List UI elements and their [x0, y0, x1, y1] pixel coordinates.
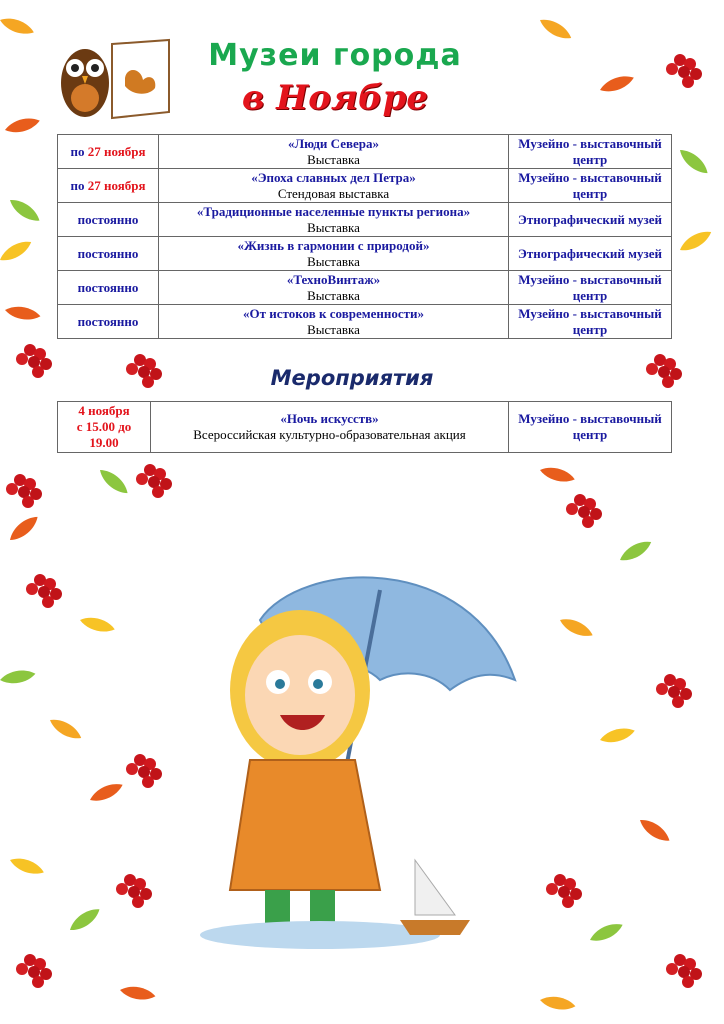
events-heading: Мероприятия: [270, 366, 434, 390]
museum-logo: [57, 38, 172, 120]
date-cell: постоянно: [58, 305, 159, 339]
venue-cell: Этнографический музей: [509, 203, 672, 237]
venue-cell: Музейно - выставочный центр: [509, 305, 672, 339]
table-row: [58, 203, 672, 237]
date-cell: 4 ноября с 15.00 до 19.00: [58, 402, 151, 453]
table-row: [58, 402, 672, 453]
title-cell: «ТехноВинтаж» Выставка: [159, 271, 509, 305]
venue-cell: Музейно - выставочный центр: [509, 169, 672, 203]
table-row: [58, 271, 672, 305]
title-cell: «Традиционные населенные пункты региона» Выставка: [159, 203, 509, 237]
exhibitions-table: [57, 134, 672, 339]
venue-cell: Музейно - выставочный центр: [509, 135, 672, 169]
title-cell: «Эпоха славных дел Петра» Стендовая выставка: [159, 169, 509, 203]
owl-icon: [61, 49, 109, 117]
title-cell: «Жизнь в гармонии с природой» Выставка: [159, 237, 509, 271]
table-row: [58, 169, 672, 203]
date-cell: постоянно: [58, 271, 159, 305]
venue-cell: Музейно - выставочный центр: [509, 402, 672, 453]
page-subtitle: в Ноябре: [242, 78, 428, 118]
title-cell: «Люди Севера» Выставка: [159, 135, 509, 169]
table-row: [58, 237, 672, 271]
venue-cell: Музейно - выставочный центр: [509, 271, 672, 305]
page-title: Музеи города: [208, 38, 462, 73]
table-row: [58, 135, 672, 169]
girl-with-umbrella-illustration: [170, 530, 530, 960]
book-emblem-icon: [112, 40, 169, 118]
date-cell: постоянно: [58, 203, 159, 237]
date-cell: по 27 ноября: [58, 169, 159, 203]
date-cell: по 27 ноября: [58, 135, 159, 169]
title-cell: «Ночь искусств» Всероссийская культурно-образовательная акция: [151, 402, 509, 453]
events-table: [57, 401, 672, 453]
date-cell: постоянно: [58, 237, 159, 271]
venue-cell: Этнографический музей: [509, 237, 672, 271]
table-row: [58, 305, 672, 339]
title-cell: «От истоков к современности» Выставка: [159, 305, 509, 339]
